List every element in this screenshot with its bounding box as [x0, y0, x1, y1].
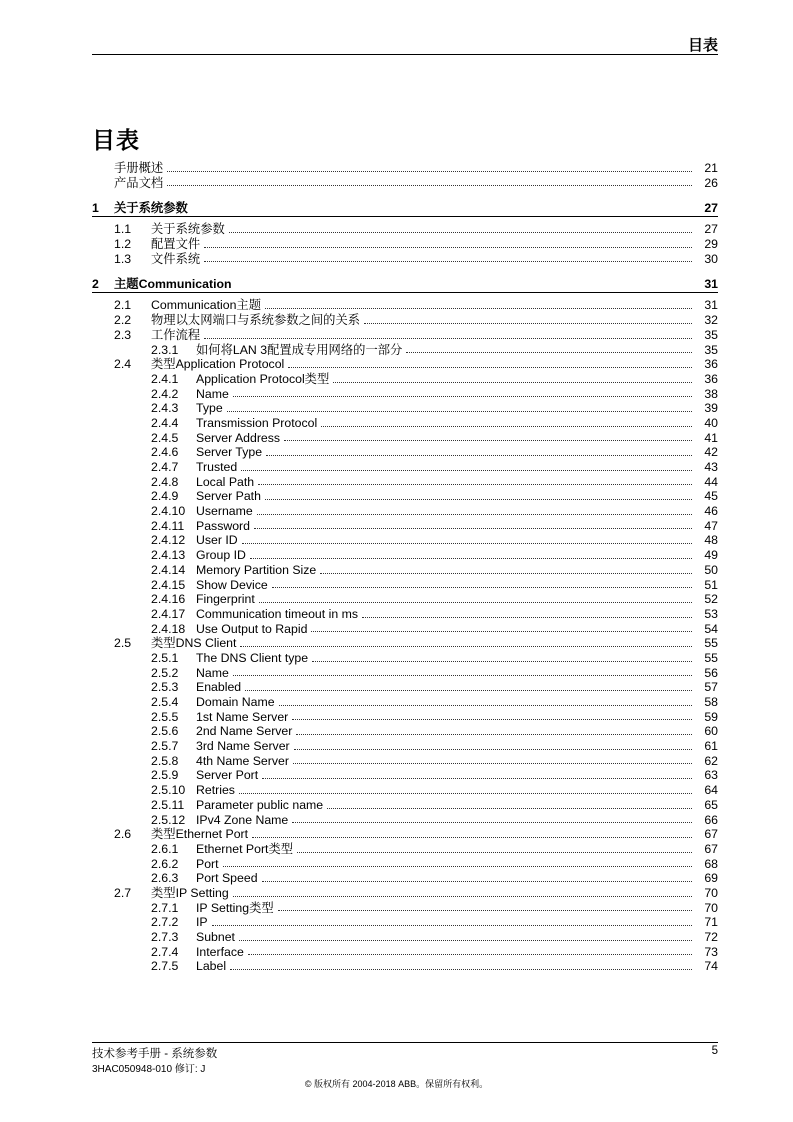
- toc-entry-page: 63: [704, 768, 718, 783]
- toc-entry-page: 29: [704, 237, 718, 252]
- toc-entry-title: Server Port: [196, 768, 259, 783]
- toc-entry-page: 52: [704, 592, 718, 607]
- toc-dot-leader: [242, 542, 692, 544]
- toc-dot-leader: [266, 454, 692, 456]
- toc-entry-number: 2.3: [114, 327, 132, 342]
- toc-dot-leader: [265, 307, 692, 309]
- toc-entry-title: User ID: [196, 533, 238, 548]
- toc-entry[interactable]: [92, 222, 718, 237]
- toc-entry-number: 2.4.16: [151, 592, 186, 607]
- toc-entry-page: 60: [704, 724, 718, 739]
- toc-entry-title: Transmission Protocol: [196, 415, 318, 430]
- toc-entry-number: 2.4.3: [151, 401, 179, 416]
- toc-entry-page: 48: [704, 533, 718, 548]
- toc-entry[interactable]: [92, 445, 718, 460]
- toc-entry[interactable]: [92, 237, 718, 252]
- toc-entry[interactable]: [92, 695, 718, 710]
- toc-entry-page: 32: [704, 313, 718, 328]
- toc-entry[interactable]: [92, 930, 718, 945]
- toc-entry-page: 38: [704, 386, 718, 401]
- toc-entry-title: 手册概述: [114, 161, 164, 175]
- toc-entry-page: 44: [704, 474, 718, 489]
- toc-entry[interactable]: [92, 489, 718, 504]
- toc-entry[interactable]: [92, 798, 718, 813]
- toc-entry-title: Label: [196, 959, 227, 974]
- toc-entry-page: 71: [704, 915, 718, 930]
- toc-entry-title: Subnet: [196, 930, 235, 944]
- toc-entry-number: 2.7.1: [151, 900, 179, 915]
- toc-entry-title: 关于系统参数: [151, 222, 225, 237]
- toc-entry-number: 2.4.2: [151, 386, 179, 401]
- toc-entry[interactable]: [92, 666, 718, 681]
- toc-entry-title: Use Output to Rapid: [196, 621, 308, 636]
- toc-entry-number: 2.5.1: [151, 650, 179, 665]
- toc-entry-page: 43: [704, 460, 718, 474]
- toc-entry-number: 2.5.7: [151, 739, 179, 754]
- toc-entry-page: 67: [704, 841, 718, 856]
- toc-dot-leader: [229, 231, 692, 233]
- toc-chapter-page: 27: [704, 201, 718, 216]
- toc-entry-number: 2.3.1: [151, 342, 179, 357]
- toc-entry-number: 1.1: [114, 222, 132, 237]
- toc-entry[interactable]: [92, 651, 718, 666]
- toc-entry-page: 26: [704, 175, 718, 190]
- toc-dot-leader: [279, 704, 692, 706]
- toc-entry-number: 2.4.6: [151, 445, 179, 460]
- toc-entry-number: 2.7.5: [151, 959, 179, 974]
- toc-entry-title: Enabled: [196, 680, 242, 695]
- toc-dot-leader: [227, 410, 692, 412]
- toc-dot-leader: [362, 616, 692, 618]
- toc-entry-title: 类型IP Setting: [151, 885, 229, 900]
- toc-entry-title: 类型DNS Client: [151, 636, 237, 651]
- toc-entry[interactable]: [92, 827, 718, 842]
- toc-entry-title: Password: [196, 518, 250, 533]
- toc-entry[interactable]: [92, 298, 718, 313]
- toc-entry-title: IPv4 Zone Name: [196, 812, 289, 827]
- toc-entry[interactable]: [92, 504, 718, 519]
- toc-chapter-title: 主题Communication: [114, 277, 232, 292]
- toc-dot-leader: [327, 807, 692, 809]
- toc-entry-title: Port Speed: [196, 871, 258, 886]
- toc-dot-leader: [265, 498, 692, 500]
- toc-entry-number: 2.4.9: [151, 489, 179, 504]
- footer-page-number: 5: [711, 1045, 718, 1057]
- toc-entry[interactable]: [92, 754, 718, 769]
- toc-entry-page: 53: [704, 606, 718, 621]
- toc-entry-title: Server Address: [196, 430, 281, 445]
- toc-entry-page: 39: [704, 401, 718, 416]
- toc-entry-number: 2.4.10: [151, 504, 186, 519]
- toc-entry[interactable]: [92, 343, 718, 358]
- toc-entry-number: 2.4.18: [151, 621, 186, 636]
- toc-entry[interactable]: [92, 901, 718, 916]
- toc-entry-page: 70: [704, 900, 718, 915]
- toc-entry-title: 2nd Name Server: [196, 724, 293, 739]
- toc-entry-title: Username: [196, 504, 253, 519]
- toc-entry-title: IP Setting类型: [196, 900, 274, 915]
- toc-dot-leader: [278, 909, 692, 911]
- toc-entry-title: Fingerprint: [196, 592, 255, 607]
- toc-dot-leader: [294, 748, 692, 750]
- toc-entry-page: 36: [704, 357, 718, 372]
- toc-entry-number: 2.4: [114, 357, 132, 372]
- toc-entry[interactable]: [92, 768, 718, 783]
- toc-chapter-rule: [92, 292, 718, 293]
- toc-entry-page: 55: [704, 650, 718, 665]
- toc-entry-title: Domain Name: [196, 695, 275, 709]
- toc-entry[interactable]: [92, 886, 718, 901]
- toc-entry-page: 62: [704, 753, 718, 768]
- toc-dot-leader: [241, 469, 692, 471]
- toc-dot-leader: [321, 425, 692, 427]
- footer-manual-title: 技术参考手册 - 系统参数: [92, 1048, 218, 1060]
- toc-entry-title: Show Device: [196, 577, 268, 592]
- toc-entry-title: Parameter public name: [196, 797, 324, 812]
- toc-entry-page: 69: [704, 871, 718, 886]
- toc-chapter[interactable]: [92, 277, 718, 292]
- toc-entry-title: Memory Partition Size: [196, 562, 317, 577]
- toc-entry-page: 54: [704, 621, 718, 636]
- toc-dot-leader: [204, 246, 692, 248]
- toc-entry-number: 2.5: [114, 636, 132, 651]
- toc-entry-title: 工作流程: [151, 327, 201, 342]
- toc-chapter-title: 关于系统参数: [114, 201, 188, 216]
- toc-entry-page: 55: [704, 636, 718, 651]
- toc-entry[interactable]: [92, 252, 718, 267]
- toc-entry-number: 2.5.6: [151, 724, 179, 739]
- toc-entry-title: 配置文件: [151, 237, 201, 252]
- toc-entry-title: Ethernet Port类型: [196, 841, 294, 856]
- toc-dot-leader: [292, 821, 692, 823]
- toc-entry-number: 2.5.3: [151, 680, 179, 695]
- toc-entry-title: The DNS Client type: [196, 650, 309, 665]
- toc-dot-leader: [333, 381, 692, 383]
- toc-entry-title: Communication主题: [151, 298, 262, 313]
- toc-entry[interactable]: [92, 636, 718, 651]
- toc-dot-leader: [233, 895, 692, 897]
- toc-entry-title: Retries: [196, 783, 235, 798]
- toc-entry-number: 2.5.8: [151, 753, 179, 768]
- toc-entry-title: 如何将LAN 3配置成专用网络的一部分: [196, 342, 403, 357]
- toc-entry-page: 47: [704, 518, 718, 533]
- toc-dot-leader: [248, 953, 692, 955]
- toc-dot-leader: [239, 792, 692, 794]
- toc-entry-page: 72: [704, 930, 718, 944]
- toc-chapter-page: 31: [704, 277, 718, 292]
- toc-entry-number: 2.4.17: [151, 606, 186, 621]
- toc-entry-number: 2.6.3: [151, 871, 179, 886]
- toc-entry-title: Name: [196, 665, 229, 680]
- toc-entry[interactable]: [92, 592, 718, 607]
- toc-entry-page: 66: [704, 812, 718, 827]
- toc-entry[interactable]: [92, 959, 718, 974]
- toc-dot-leader: [292, 718, 692, 720]
- toc-entry-title: Name: [196, 386, 229, 401]
- toc-entry-page: 49: [704, 548, 718, 563]
- toc-entry-title: Communication timeout in ms: [196, 606, 358, 621]
- toc-entry-number: 2.4.11: [151, 518, 185, 533]
- toc-entry-number: 2.5.10: [151, 783, 186, 798]
- toc-entry[interactable]: [92, 328, 718, 343]
- footer-doc-id: 3HAC050948-010 修订: J: [92, 1064, 206, 1075]
- toc-entry-title: Server Path: [196, 489, 261, 504]
- toc-entry[interactable]: [92, 622, 718, 637]
- toc-entry-number: 2.5.4: [151, 695, 179, 709]
- toc-dot-leader: [320, 572, 692, 574]
- toc-dot-leader: [233, 674, 692, 676]
- toc-entry[interactable]: [92, 842, 718, 857]
- toc-entry-page: 35: [704, 342, 718, 357]
- toc-entry-page: 65: [704, 797, 718, 812]
- toc-entry-title: IP: [196, 915, 208, 930]
- toc-entry[interactable]: [92, 548, 718, 563]
- toc-entry[interactable]: [92, 416, 718, 431]
- toc-dot-leader: [230, 968, 692, 970]
- toc-entry[interactable]: [92, 563, 718, 578]
- toc-dot-leader: [272, 586, 692, 588]
- toc-entry-number: 2.7.4: [151, 944, 179, 959]
- toc-entry-number: 2.4.5: [151, 430, 179, 445]
- toc-entry-number: 2.4.8: [151, 474, 179, 489]
- header-title: 目表: [687, 37, 718, 54]
- toc-dot-leader: [204, 337, 692, 339]
- toc-entry[interactable]: [92, 357, 718, 372]
- toc-dot-leader: [233, 395, 692, 397]
- toc-entry-page: 58: [704, 695, 718, 709]
- toc-entry-title: 文件系统: [151, 251, 201, 266]
- toc-dot-leader: [204, 260, 692, 262]
- toc-entry-title: Trusted: [196, 460, 238, 474]
- toc-entry-number: 2.7.2: [151, 915, 179, 930]
- toc-entry-number: 2.2: [114, 313, 132, 328]
- toc-entry-page: 36: [704, 371, 718, 386]
- toc-entry-title: Type: [196, 401, 223, 416]
- toc-entry-number: 2.4.15: [151, 577, 186, 592]
- toc-entry-number: 2.5.2: [151, 665, 179, 680]
- toc-entry-page: 51: [704, 577, 718, 592]
- toc-dot-leader: [239, 939, 692, 941]
- toc-entry[interactable]: [92, 372, 718, 387]
- toc-dot-leader: [258, 483, 692, 485]
- toc-entry-title: Application Protocol类型: [196, 371, 330, 386]
- toc-entry[interactable]: [92, 176, 718, 191]
- toc-entry[interactable]: [92, 161, 718, 176]
- toc-entry-number: 1.3: [114, 251, 132, 266]
- toc-entry-number: 2.5.9: [151, 768, 179, 783]
- toc-entry-page: 42: [704, 445, 718, 460]
- toc-entry[interactable]: [92, 857, 718, 872]
- toc-entry[interactable]: [92, 915, 718, 930]
- toc-dot-leader: [212, 924, 692, 926]
- toc-entry-title: 3rd Name Server: [196, 739, 290, 754]
- toc-entry-title: Interface: [196, 944, 244, 959]
- toc-entry-number: 2.4.14: [151, 562, 186, 577]
- toc-dot-leader: [257, 513, 692, 515]
- toc-chapter[interactable]: [92, 201, 718, 216]
- toc-entry[interactable]: [92, 724, 718, 739]
- table-of-contents: [92, 161, 718, 974]
- toc-entry-number: 2.6.1: [151, 841, 179, 856]
- toc-dot-leader: [254, 527, 692, 529]
- toc-dot-leader: [312, 660, 692, 662]
- toc-entry-number: 2.4.7: [151, 460, 179, 474]
- toc-dot-leader: [167, 184, 692, 186]
- toc-entry[interactable]: [92, 710, 718, 725]
- toc-entry[interactable]: [92, 401, 718, 416]
- toc-entry-number: 1.2: [114, 237, 132, 252]
- copyright-notice: © 版权所有 2004-2018 ABB。保留所有权利。: [304, 1079, 489, 1089]
- toc-entry-title: Server Type: [196, 445, 263, 460]
- toc-entry-title: 4th Name Server: [196, 753, 289, 768]
- toc-entry-number: 2.4.13: [151, 548, 186, 563]
- toc-chapter-number: 1: [92, 201, 99, 216]
- toc-dot-leader: [406, 351, 692, 353]
- toc-entry-title: 类型Application Protocol: [151, 357, 285, 372]
- toc-entry[interactable]: [92, 475, 718, 490]
- toc-entry-page: 45: [704, 489, 718, 504]
- toc-entry-number: 2.7.3: [151, 930, 179, 944]
- toc-entry-title: Port: [196, 856, 219, 871]
- toc-entry-page: 73: [704, 944, 718, 959]
- toc-dot-leader: [296, 733, 692, 735]
- toc-entry[interactable]: [92, 739, 718, 754]
- toc-dot-leader: [250, 557, 692, 559]
- toc-dot-leader: [245, 689, 692, 691]
- toc-dot-leader: [240, 645, 692, 647]
- toc-entry-title: Local Path: [196, 474, 255, 489]
- toc-entry-page: 67: [704, 827, 718, 842]
- toc-entry-number: 2.5.5: [151, 709, 179, 724]
- toc-entry[interactable]: [92, 813, 718, 828]
- toc-entry[interactable]: [92, 680, 718, 695]
- toc-entry-title: 1st Name Server: [196, 709, 289, 724]
- toc-entry[interactable]: [92, 871, 718, 886]
- toc-entry-page: 50: [704, 562, 718, 577]
- toc-entry[interactable]: [92, 783, 718, 798]
- toc-entry-page: 68: [704, 856, 718, 871]
- toc-dot-leader: [293, 762, 692, 764]
- toc-entry-number: 2.4.12: [151, 533, 186, 548]
- toc-entry[interactable]: [92, 431, 718, 446]
- toc-dot-leader: [252, 836, 692, 838]
- toc-chapter-number: 2: [92, 277, 99, 292]
- toc-entry-number: 2.7: [114, 885, 132, 900]
- toc-entry-page: 35: [704, 327, 718, 342]
- toc-entry-page: 30: [704, 251, 718, 266]
- header-rule: [92, 54, 718, 55]
- toc-dot-leader: [167, 170, 692, 172]
- footer-rule: [92, 1042, 718, 1043]
- toc-entry-page: 57: [704, 680, 718, 695]
- toc-entry-title: 类型Ethernet Port: [151, 827, 249, 842]
- page-title: 目表: [92, 127, 140, 153]
- toc-dot-leader: [288, 366, 692, 368]
- toc-dot-leader: [297, 851, 692, 853]
- toc-entry-page: 21: [704, 161, 718, 175]
- toc-dot-leader: [311, 630, 692, 632]
- toc-entry-number: 2.4.4: [151, 415, 179, 430]
- toc-entry[interactable]: [92, 533, 718, 548]
- toc-entry-page: 27: [704, 222, 718, 237]
- toc-entry-number: 2.5.11: [151, 797, 185, 812]
- toc-entry[interactable]: [92, 313, 718, 328]
- toc-entry-page: 56: [704, 665, 718, 680]
- toc-dot-leader: [262, 880, 692, 882]
- toc-dot-leader: [284, 439, 692, 441]
- toc-dot-leader: [262, 777, 692, 779]
- toc-entry[interactable]: [92, 945, 718, 960]
- toc-entry-page: 41: [704, 430, 718, 445]
- toc-entry-page: 31: [704, 298, 718, 313]
- toc-entry[interactable]: [92, 460, 718, 475]
- toc-entry[interactable]: [92, 607, 718, 622]
- toc-entry-page: 59: [704, 709, 718, 724]
- toc-entry-number: 2.4.1: [151, 371, 179, 386]
- toc-entry-title: 产品文档: [114, 175, 164, 190]
- toc-entry-number: 2.5.12: [151, 812, 186, 827]
- toc-dot-leader: [259, 601, 692, 603]
- toc-entry-page: 74: [704, 959, 718, 974]
- toc-entry-page: 40: [704, 415, 718, 430]
- toc-entry-page: 64: [704, 783, 718, 798]
- toc-entry-page: 61: [704, 739, 718, 754]
- toc-dot-leader: [364, 322, 692, 324]
- toc-entry-number: 2.6.2: [151, 856, 179, 871]
- toc-entry-page: 70: [704, 885, 718, 900]
- toc-entry-title: 物理以太网端口与系统参数之间的关系: [151, 313, 361, 328]
- toc-entry-number: 2.6: [114, 827, 132, 842]
- toc-entry[interactable]: [92, 387, 718, 402]
- toc-entry-number: 2.1: [114, 298, 132, 313]
- toc-entry[interactable]: [92, 519, 718, 534]
- toc-entry-page: 46: [704, 504, 718, 519]
- toc-entry-title: Group ID: [196, 548, 246, 563]
- toc-entry[interactable]: [92, 578, 718, 593]
- toc-chapter-rule: [92, 216, 718, 217]
- toc-dot-leader: [223, 865, 692, 867]
